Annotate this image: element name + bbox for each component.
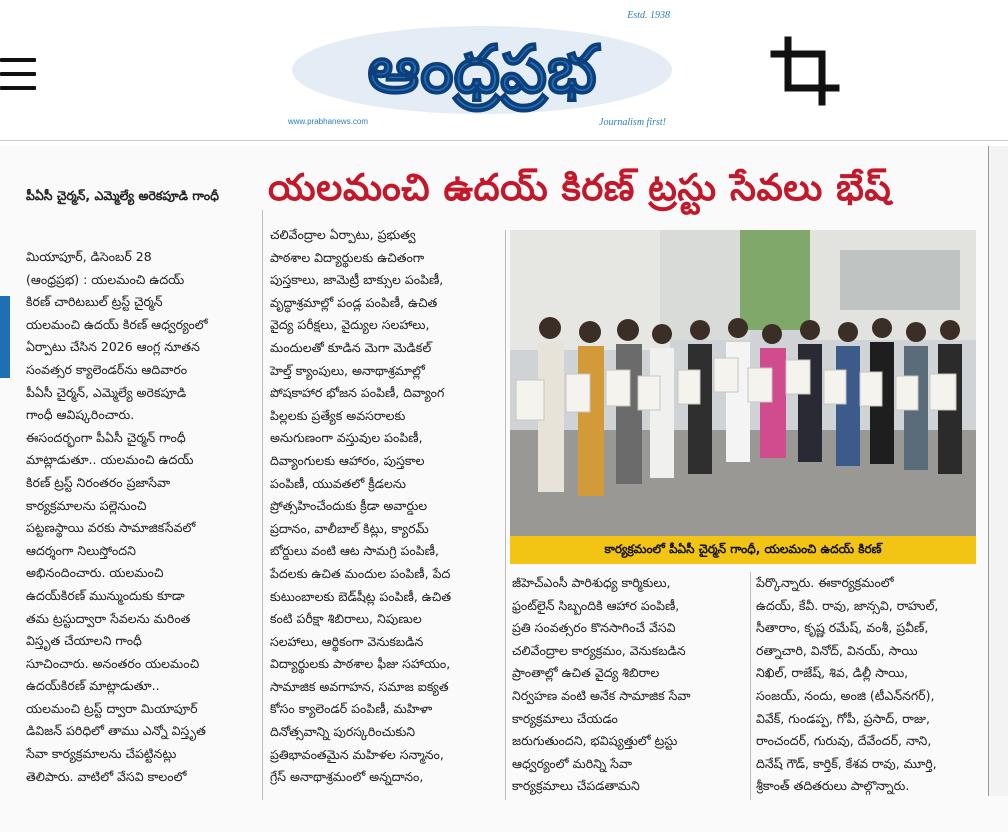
article-line: వైద్య పరీక్షలు, వైద్యుల సలహాలు, — [270, 317, 430, 333]
article-line: సీతారాం, కృష్ణ రమేష్, వంశీ, ప్రవీణ్, — [756, 620, 929, 636]
column-rule — [262, 210, 263, 800]
article-line: రత్నాచారి, వినోద్, వినయ్, సాయి — [756, 642, 918, 658]
article-line: సంజయ్, నందు, అంజి (టీఎన్‌నగర్), — [756, 687, 935, 703]
article-line: పట్టణస్థాయి వరకు సామాజికసేవలో — [26, 520, 196, 536]
article-line: ప్రతిభావంతమైన మహిళల సన్మానం, — [270, 746, 444, 762]
article-line: మందులతో కూడిన మెగా మెడికల్ — [270, 339, 432, 355]
article-line: పోషకాహార భోజన పంపిణీ, దివ్యాంగ — [270, 385, 445, 401]
article-line: పిల్లలకు ప్రత్యేక అవసరాలకు — [270, 407, 406, 423]
article-line: (ఆంధ్రప్రభ) : యలమంచి ఉదయ్ — [26, 271, 185, 287]
article-line: ఉదయ్, కేవీ. రావు, జాన్సవి, రాహుల్, — [756, 597, 939, 613]
article-line: ఆధ్వర్యంలో మరిన్ని సేవా — [512, 755, 632, 771]
article-line: చలివేంద్రాల కార్యక్రమం, వెనుకబడిన — [512, 642, 686, 658]
article-line: సూచించారు. అనంతరం యలమంచి — [26, 655, 200, 671]
article-line: దినేష్ గౌడ్, కార్తిక్, కేశవ రావు, మూర్తి, — [756, 755, 937, 771]
crop-icon-graphic — [770, 36, 840, 106]
article-line: ఉదయ్‌కిరణ్ మాట్లాడుతూ.. — [26, 678, 160, 694]
article-line: విద్యార్థులకు పాఠశాల ఫీజు సహాయం, — [270, 656, 451, 672]
hamburger-menu-icon[interactable] — [0, 58, 40, 94]
side-tab — [0, 296, 10, 378]
article-line: మియాపూర్, డిసెంబర్ 28 — [26, 249, 152, 264]
article-line: కుటుంబాలకు బెడ్‌షీట్ల పంపిణీ, ఉచిత — [270, 588, 452, 604]
article-line: యలమంచి ఉదయ్ కిరణ్ ఆధ్వర్యంలో — [26, 316, 208, 332]
article-line: సలహాలు, ఆర్థికంగా వెనుకబడిన — [270, 633, 424, 649]
article-line: చలివేంద్రాల ఏర్పాటు, ప్రభుత్వ — [270, 227, 416, 242]
article-line: జరుగుతుందని, భవిష్యత్తులో ట్రస్టు — [512, 733, 678, 749]
article-line: నిఖిల్, రాజేష్, శివ, డిల్లీ సాయి, — [756, 665, 909, 681]
article-line: ఏర్పాటు చేసిన 2026 ఆంగ్ల నూతన — [26, 339, 200, 355]
article-line: అనుగుణంగా వస్తువుల పంపిణీ, — [270, 430, 423, 446]
article-line: కిరణ్ ట్రస్ట్ నిరంతరం ప్రజాసేవా — [26, 474, 171, 490]
article-column-1 — [26, 246, 258, 788]
article-line: ఆదర్శంగా నిలుస్తోందని — [26, 542, 136, 558]
logo-graphic — [282, 8, 682, 128]
article-line: ప్రదానం, వాలీబాల్ కిట్లు, క్యారమ్ — [270, 520, 429, 536]
column-rule — [505, 230, 506, 800]
group-photo-illustration — [510, 230, 976, 536]
article-line: దివ్యాంగులకు ఆహారం, పుస్తకాల — [270, 452, 425, 468]
menu-bar — [0, 58, 36, 62]
photo-caption: కార్యక్రమంలో పీఏసీ చైర్మన్ గాంధీ, యలమంచి ఉదయ్ కిరణ్ — [510, 536, 976, 564]
article-line: ప్రోత్సహించేందుకు క్రీడా అవార్డుల — [270, 498, 428, 514]
article-line: పంపిణీ, యువతలో క్రీడలను — [270, 475, 406, 491]
article-headline: యలమంచి ఉదయ్ కిరణ్ ట్రస్టు సేవలు భేష్ — [268, 166, 892, 209]
header-divider — [0, 140, 1008, 141]
article-line: మాట్లాడుతూ.. యలమంచి ఉదయ్ — [26, 452, 194, 468]
article-line: గాంధీ ఆవిష్కరించారు. — [26, 407, 135, 423]
article-column-4 — [756, 572, 986, 798]
article-line: వివేక్, గుండప్ప, గోపీ, ప్రసాద్, రాజు, — [756, 710, 930, 726]
article-line: డివిజన్ పరిధిలో తాము ఎన్నో విస్తృత — [26, 723, 206, 739]
article-line: సేవా కార్యక్రమాలను చేపట్టినట్లు — [26, 746, 177, 762]
article-column-3 — [512, 572, 748, 798]
article-line: కంటి పరీక్షా శిబిరాలు, నిపుణుల — [270, 611, 422, 627]
logo-tagline: Journalism first! — [599, 117, 666, 128]
article-line: తెలిపారు. వాటిలో వేసవి కాలంలో — [26, 768, 187, 784]
menu-bar — [0, 72, 36, 76]
article-line: కిరణ్ చారిటబుల్ ట్రస్ట్ చైర్మన్ — [26, 294, 163, 310]
article-line: పాఠశాల విద్యార్థులకు ఉచితంగా — [270, 249, 425, 265]
article-line: బోర్డులు వంటి ఆట సామగ్రి పంపిణీ, — [270, 543, 439, 559]
article-line: పేదలకు ఉచిత మందుల పంపిణీ, పేద — [270, 565, 451, 581]
article-line: వృద్ధాశ్రమాల్లో పండ్ల పంపిణీ, ఉచిత — [270, 294, 438, 310]
logo-website: www.prabhanews.com — [288, 117, 369, 126]
article-byline: పీఏసీ చైర్మన్, ఎమ్మెల్యే అరెకపూడి గాంధీ — [26, 188, 219, 203]
logo-text: ఆంధ్రప్రభ — [367, 31, 597, 108]
article-line: ఫ్రంట్‌లైన్ సిబ్బందికి ఆహార పంపిణీ, — [512, 597, 680, 613]
article-line: ఈసందర్భంగా పీఏసీ చైర్మన్ గాంధీ — [26, 429, 186, 445]
article-line: గ్రేస్ అనాథాశ్రమంలో అన్నదానం, — [270, 769, 424, 785]
article-line: పీఏసీ చైర్మన్, ఎమ్మెల్యే అరెకపూడి — [26, 384, 187, 400]
adjacent-column-edge — [988, 146, 1008, 796]
article-line: కార్యక్రమాలు చేపడతామని — [512, 778, 640, 794]
article-column-2 — [270, 224, 500, 789]
article-line: తమ ట్రస్టుద్వారా సేవలను మరింత — [26, 610, 191, 626]
article-line: పుస్తకాలు, జామెట్రీ బాక్సుల పంపిణీ, — [270, 272, 444, 288]
article-line: అభినందించారు. యలమంచి — [26, 565, 164, 581]
column-rule — [750, 572, 751, 800]
article-line: కార్యక్రమాలు చేయడం — [512, 710, 618, 726]
article-line: ఉదయ్‌కిరణ్ మున్ముందుకు కూడా — [26, 587, 185, 603]
logo-estd: Estd. 1938 — [627, 10, 670, 21]
article-line: సంవత్సర క్యాలెండర్‌ను ఆదివారం — [26, 361, 188, 377]
article-line: పేర్కొన్నారు. ఈకార్యక్రమంలో — [756, 575, 894, 590]
article-line: సామాజిక అవగాహన, సమాజ ఐక్యత — [270, 678, 449, 694]
newspaper-logo — [282, 8, 682, 128]
menu-bar — [0, 86, 36, 90]
article-line: కోసం క్యాలెండర్ పంపిణీ, మహిళా — [270, 701, 433, 717]
article-line: రాంచందర్, గురువు, దేవేందర్, నాని, — [756, 733, 932, 749]
article-line: దినోత్సవాన్ని పురస్కరించుకుని — [270, 724, 416, 740]
article-line: జీహెచ్ఎంసీ పారిశుధ్య కార్మికులు, — [512, 575, 671, 590]
article-line: విస్తృత చేయాలని గాంధీ — [26, 633, 142, 649]
article-line: ప్రాంతాల్లో ఉచిత వైద్య శిబిరాల — [512, 665, 660, 681]
app-header — [0, 0, 1008, 140]
article-line: ప్రతి సంవత్సరం కొనసాగించే వేసవి — [512, 620, 676, 636]
crop-icon[interactable] — [770, 36, 840, 106]
article-photo — [510, 230, 976, 536]
article-line: హెల్త్ క్యాంపులు, అనాథాశ్రమాల్లో — [270, 362, 425, 378]
article-line: యలమంచి ట్రస్ట్ ద్వారా మియాపూర్ — [26, 700, 198, 716]
article-line: శ్రీకాంత్ తదితరులు పాల్గొన్నారు. — [756, 778, 910, 794]
article-line: నిర్వహణ వంటి అనేక సామాజిక సేవా — [512, 687, 691, 703]
article-line: కార్యక్రమాలను పల్లెనుంచి — [26, 497, 147, 513]
